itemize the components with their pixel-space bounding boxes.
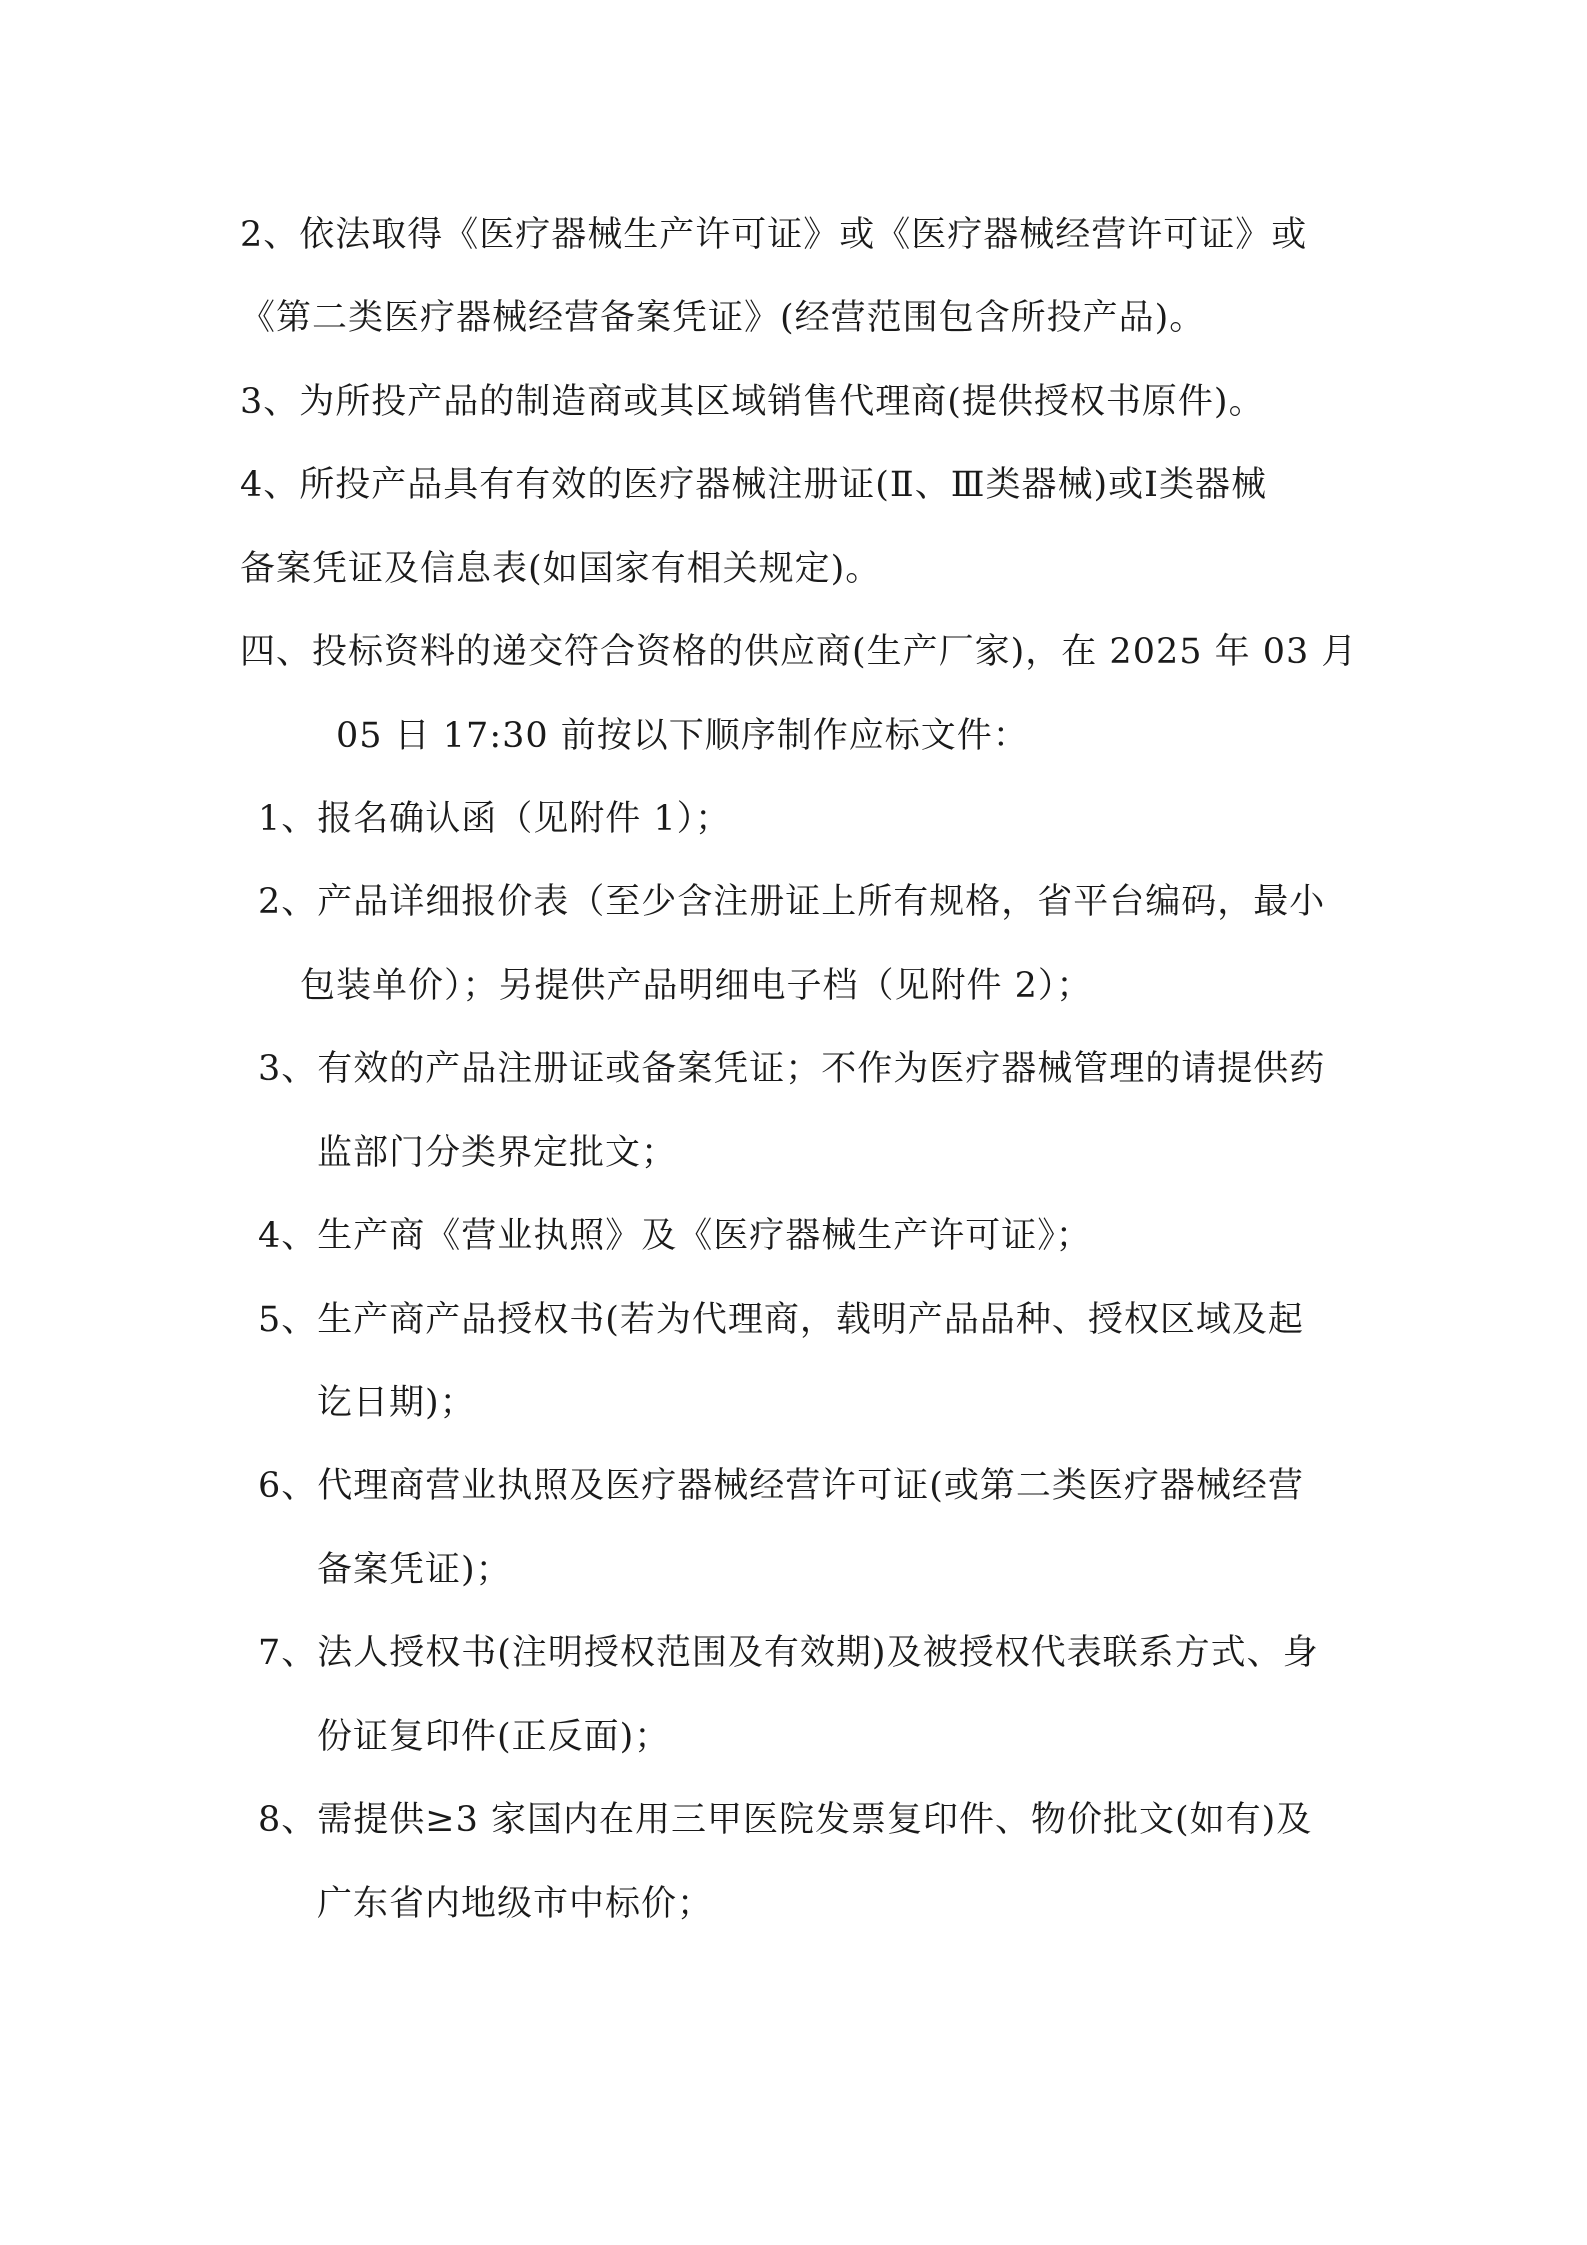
list-item: 4、生产商《营业执照》及《医疗器械生产许可证》； bbox=[258, 1216, 1092, 1256]
list-item: 3、有效的产品注册证或备案凭证；不作为医疗器械管理的请提供药 bbox=[258, 1049, 1326, 1089]
list-item: 8、需提供≥3 家国内在用三甲医院发票复印件、物价批文(如有)及 bbox=[258, 1800, 1313, 1840]
text-line: 4、所投产品具有有效的医疗器械注册证(Ⅱ、Ⅲ类器械)或Ⅰ类器械 bbox=[240, 465, 1267, 505]
text-line: 四、投标资料的递交符合资格的供应商(生产厂家)，在 2025 年 03 月 bbox=[240, 632, 1358, 672]
list-item: 5、生产商产品授权书(若为代理商，载明产品品种、授权区域及起 bbox=[258, 1300, 1304, 1340]
list-item: 6、代理商营业执照及医疗器械经营许可证(或第二类医疗器械经营 bbox=[258, 1466, 1304, 1506]
text-line: 05 日 17:30 前按以下顺序制作应标文件： bbox=[336, 716, 1029, 756]
text-line: 备案凭证)； bbox=[317, 1550, 512, 1590]
text-line: 3、为所投产品的制造商或其区域销售代理商(提供授权书原件)。 bbox=[240, 382, 1265, 422]
text-line: 2、依法取得《医疗器械生产许可证》或《医疗器械经营许可证》或 bbox=[240, 215, 1308, 255]
text-line: 包装单价）；另提供产品明细电子档（见附件 2）； bbox=[300, 966, 1093, 1006]
text-line: 讫日期)； bbox=[317, 1383, 476, 1423]
text-line: 监部门分类界定批文； bbox=[317, 1133, 678, 1173]
list-item: 2、产品详细报价表（至少含注册证上所有规格，省平台编码，最小 bbox=[258, 882, 1326, 922]
text-line: 《第二类医疗器械经营备案凭证》(经营范围包含所投产品)。 bbox=[240, 298, 1206, 338]
text-line: 份证复印件(正反面)； bbox=[317, 1717, 671, 1757]
list-item: 1、报名确认函（见附件 1）； bbox=[258, 799, 732, 839]
list-item: 7、法人授权书(注明授权范围及有效期)及被授权代表联系方式、身 bbox=[258, 1633, 1319, 1673]
text-line: 备案凭证及信息表(如国家有相关规定)。 bbox=[240, 549, 882, 589]
text-line: 广东省内地级市中标价； bbox=[317, 1884, 714, 1924]
